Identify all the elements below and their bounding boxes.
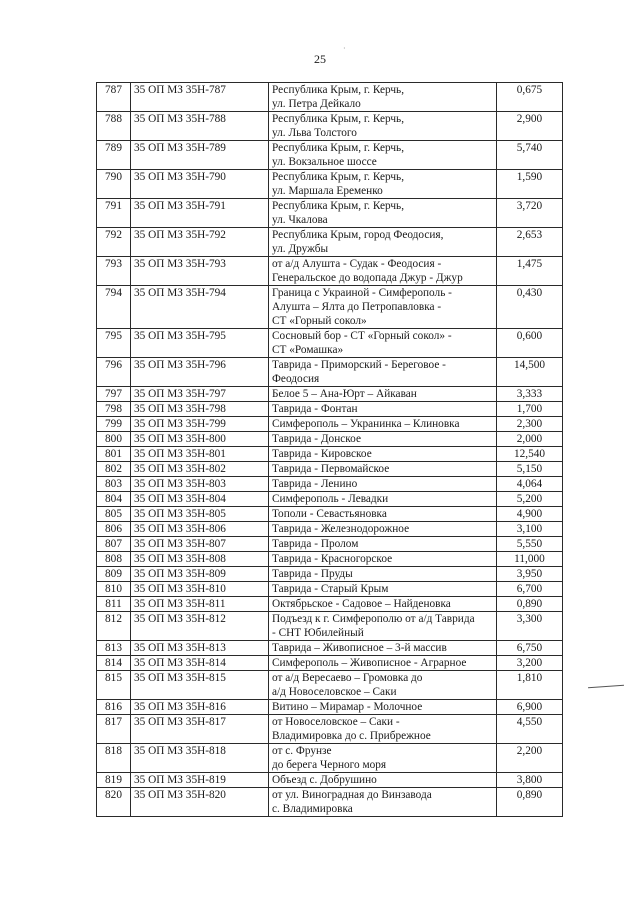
row-number: 804 bbox=[97, 492, 131, 507]
row-number: 809 bbox=[97, 567, 131, 582]
road-name bbox=[269, 462, 497, 477]
road-name bbox=[269, 477, 497, 492]
row-number: 791 bbox=[97, 199, 131, 228]
road-length: 0,675 bbox=[497, 83, 563, 112]
road-name-line: ул. Вокзальное шоссе bbox=[272, 156, 377, 168]
table-row bbox=[97, 170, 563, 199]
row-number: 815 bbox=[97, 671, 131, 700]
table-row bbox=[97, 788, 563, 817]
table-row bbox=[97, 228, 563, 257]
row-number: 802 bbox=[97, 462, 131, 477]
road-length: 12,540 bbox=[497, 447, 563, 462]
road-name-line: от Новоселовское – Саки - bbox=[272, 716, 400, 728]
road-name-line: Таврида - Пролом bbox=[272, 538, 359, 550]
road-length: 1,700 bbox=[497, 402, 563, 417]
road-name bbox=[269, 170, 497, 199]
road-name-line: Тополи - Севастьяновка bbox=[272, 508, 387, 520]
road-name bbox=[269, 656, 497, 671]
road-name-line: Таврида - Первомайское bbox=[272, 463, 390, 475]
road-code: 35 ОП МЗ 35Н-809 bbox=[131, 567, 269, 582]
row-number: 811 bbox=[97, 597, 131, 612]
road-length: 11,000 bbox=[497, 552, 563, 567]
roads-table bbox=[96, 82, 563, 817]
table-row bbox=[97, 462, 563, 477]
row-number: 801 bbox=[97, 447, 131, 462]
road-code: 35 ОП МЗ 35Н-806 bbox=[131, 522, 269, 537]
table-row bbox=[97, 656, 563, 671]
road-name-line: ул. Дружбы bbox=[272, 243, 329, 255]
road-name-line: от ул. Виноградная до Винзавода bbox=[272, 789, 432, 801]
table-row bbox=[97, 402, 563, 417]
road-length: 2,200 bbox=[497, 744, 563, 773]
table-row bbox=[97, 432, 563, 447]
road-name-line: Таврида - Красногорское bbox=[272, 553, 393, 565]
road-code: 35 ОП МЗ 35Н-813 bbox=[131, 641, 269, 656]
road-name-line: от с. Фрунзе bbox=[272, 745, 332, 757]
row-number: 789 bbox=[97, 141, 131, 170]
road-code: 35 ОП МЗ 35Н-792 bbox=[131, 228, 269, 257]
road-length: 4,550 bbox=[497, 715, 563, 744]
road-name-line: Таврида - Кировское bbox=[272, 448, 372, 460]
road-name-line: от а/д Алушта - Судак - Феодосия - bbox=[272, 258, 442, 270]
road-name bbox=[269, 671, 497, 700]
table-row bbox=[97, 582, 563, 597]
table-row bbox=[97, 671, 563, 700]
row-number: 810 bbox=[97, 582, 131, 597]
row-number: 812 bbox=[97, 612, 131, 641]
road-code: 35 ОП МЗ 35Н-807 bbox=[131, 537, 269, 552]
road-code: 35 ОП МЗ 35Н-797 bbox=[131, 387, 269, 402]
table-row bbox=[97, 597, 563, 612]
row-number: 794 bbox=[97, 286, 131, 329]
road-code: 35 ОП МЗ 35Н-819 bbox=[131, 773, 269, 788]
row-number: 817 bbox=[97, 715, 131, 744]
road-code: 35 ОП МЗ 35Н-815 bbox=[131, 671, 269, 700]
row-number: 787 bbox=[97, 83, 131, 112]
road-length: 6,750 bbox=[497, 641, 563, 656]
road-name bbox=[269, 112, 497, 141]
road-name-line: Симферополь - Левадки bbox=[272, 493, 389, 505]
road-name-line: Владимировка до с. Прибрежное bbox=[272, 730, 431, 742]
road-code: 35 ОП МЗ 35Н-791 bbox=[131, 199, 269, 228]
table-row bbox=[97, 537, 563, 552]
road-length: 0,890 bbox=[497, 597, 563, 612]
road-name bbox=[269, 773, 497, 788]
road-code: 35 ОП МЗ 35Н-814 bbox=[131, 656, 269, 671]
road-name-line: Таврида – Живописное – 3-й массив bbox=[272, 642, 447, 654]
row-number: 816 bbox=[97, 700, 131, 715]
road-name-line: а/д Новоселовское – Саки bbox=[272, 686, 397, 698]
road-name-line: Республика Крым, г. Керчь, bbox=[272, 200, 405, 212]
road-name-line: Таврида - Донское bbox=[272, 433, 361, 445]
road-name bbox=[269, 432, 497, 447]
table-row bbox=[97, 744, 563, 773]
road-name-line: Белое 5 – Ана-Юрт – Айкаван bbox=[272, 388, 417, 400]
road-name-line: от а/д Вересаево – Громовка до bbox=[272, 672, 423, 684]
table-row bbox=[97, 141, 563, 170]
table-row bbox=[97, 358, 563, 387]
road-code: 35 ОП МЗ 35Н-802 bbox=[131, 462, 269, 477]
road-length: 2,653 bbox=[497, 228, 563, 257]
row-number: 807 bbox=[97, 537, 131, 552]
road-name-line: Таврида - Ленино bbox=[272, 478, 358, 490]
row-number: 798 bbox=[97, 402, 131, 417]
road-length: 1,475 bbox=[497, 257, 563, 286]
road-name bbox=[269, 744, 497, 773]
road-length: 2,300 bbox=[497, 417, 563, 432]
road-name-line: Республика Крым, г. Керчь, bbox=[272, 142, 405, 154]
road-length: 5,150 bbox=[497, 462, 563, 477]
table-row bbox=[97, 612, 563, 641]
road-name-line: Симферополь – Живописное - Аграрное bbox=[272, 657, 467, 669]
road-length: 3,333 bbox=[497, 387, 563, 402]
table-row bbox=[97, 773, 563, 788]
table-row bbox=[97, 257, 563, 286]
row-number: 803 bbox=[97, 477, 131, 492]
road-name bbox=[269, 641, 497, 656]
row-number: 799 bbox=[97, 417, 131, 432]
row-number: 800 bbox=[97, 432, 131, 447]
road-name-line: Таврида - Фонтан bbox=[272, 403, 358, 415]
road-name bbox=[269, 358, 497, 387]
road-code: 35 ОП МЗ 35Н-793 bbox=[131, 257, 269, 286]
road-length: 5,550 bbox=[497, 537, 563, 552]
road-length: 1,590 bbox=[497, 170, 563, 199]
road-name bbox=[269, 612, 497, 641]
road-length: 4,900 bbox=[497, 507, 563, 522]
road-name-line: Генеральское до водопада Джур - Джур bbox=[272, 272, 463, 284]
table-row bbox=[97, 715, 563, 744]
road-name-line: до берега Черного моря bbox=[272, 759, 387, 771]
road-code: 35 ОП МЗ 35Н-799 bbox=[131, 417, 269, 432]
table-row bbox=[97, 552, 563, 567]
road-code: 35 ОП МЗ 35Н-798 bbox=[131, 402, 269, 417]
row-number: 795 bbox=[97, 329, 131, 358]
road-name-line: Подъезд к г. Симферополю от а/д Таврида bbox=[272, 613, 475, 625]
road-name bbox=[269, 522, 497, 537]
road-name bbox=[269, 83, 497, 112]
table-row bbox=[97, 492, 563, 507]
row-number: 790 bbox=[97, 170, 131, 199]
row-number: 808 bbox=[97, 552, 131, 567]
road-name-line: Республика Крым, г. Керчь, bbox=[272, 113, 405, 125]
row-number: 788 bbox=[97, 112, 131, 141]
road-name bbox=[269, 402, 497, 417]
road-name-line: СТ «Ромашка» bbox=[272, 344, 344, 356]
row-number: 796 bbox=[97, 358, 131, 387]
road-name bbox=[269, 715, 497, 744]
row-number: 814 bbox=[97, 656, 131, 671]
row-number: 813 bbox=[97, 641, 131, 656]
road-name bbox=[269, 700, 497, 715]
road-name-line: Таврида - Железнодорожное bbox=[272, 523, 410, 535]
road-name bbox=[269, 788, 497, 817]
row-number: 819 bbox=[97, 773, 131, 788]
table-row bbox=[97, 447, 563, 462]
road-code: 35 ОП МЗ 35Н-812 bbox=[131, 612, 269, 641]
table-row bbox=[97, 417, 563, 432]
table-row bbox=[97, 387, 563, 402]
road-length: 6,900 bbox=[497, 700, 563, 715]
road-length: 1,810 bbox=[497, 671, 563, 700]
road-length: 2,000 bbox=[497, 432, 563, 447]
road-name-line: Октябрьское - Садовое – Найденовка bbox=[272, 598, 451, 610]
road-code: 35 ОП МЗ 35Н-803 bbox=[131, 477, 269, 492]
road-code: 35 ОП МЗ 35Н-800 bbox=[131, 432, 269, 447]
road-length: 0,890 bbox=[497, 788, 563, 817]
row-number: 820 bbox=[97, 788, 131, 817]
table-row bbox=[97, 329, 563, 358]
road-name-line: Объезд с. Добрушино bbox=[272, 774, 377, 786]
road-name-line: Витино – Мирамар - Молочное bbox=[272, 701, 423, 713]
road-code: 35 ОП МЗ 35Н-788 bbox=[131, 112, 269, 141]
table-row bbox=[97, 477, 563, 492]
road-name bbox=[269, 582, 497, 597]
road-name-line: Таврида - Старый Крым bbox=[272, 583, 389, 595]
road-name-line: Симферополь – Укранинка – Клиновка bbox=[272, 418, 460, 430]
row-number: 792 bbox=[97, 228, 131, 257]
road-length: 3,950 bbox=[497, 567, 563, 582]
road-name bbox=[269, 286, 497, 329]
road-name bbox=[269, 387, 497, 402]
road-length: 4,064 bbox=[497, 477, 563, 492]
road-code: 35 ОП МЗ 35Н-810 bbox=[131, 582, 269, 597]
road-code: 35 ОП МЗ 35Н-796 bbox=[131, 358, 269, 387]
table-row bbox=[97, 112, 563, 141]
scan-artifact: · bbox=[343, 44, 346, 53]
road-name bbox=[269, 597, 497, 612]
margin-pen-mark bbox=[588, 685, 624, 689]
road-name bbox=[269, 567, 497, 582]
road-length: 5,200 bbox=[497, 492, 563, 507]
table-row bbox=[97, 83, 563, 112]
road-name-line: Алушта – Ялта до Петропавловка - bbox=[272, 301, 442, 313]
row-number: 793 bbox=[97, 257, 131, 286]
road-length: 2,900 bbox=[497, 112, 563, 141]
table-row bbox=[97, 199, 563, 228]
road-code: 35 ОП МЗ 35Н-804 bbox=[131, 492, 269, 507]
table-row bbox=[97, 286, 563, 329]
road-code: 35 ОП МЗ 35Н-817 bbox=[131, 715, 269, 744]
row-number: 806 bbox=[97, 522, 131, 537]
road-name-line: Феодосия bbox=[272, 373, 320, 385]
road-name bbox=[269, 507, 497, 522]
road-length: 0,600 bbox=[497, 329, 563, 358]
road-length: 0,430 bbox=[497, 286, 563, 329]
road-name-line: СТ «Горный сокол» bbox=[272, 315, 367, 327]
table-row bbox=[97, 522, 563, 537]
road-length: 5,740 bbox=[497, 141, 563, 170]
table-row bbox=[97, 567, 563, 582]
road-code: 35 ОП МЗ 35Н-808 bbox=[131, 552, 269, 567]
row-number: 805 bbox=[97, 507, 131, 522]
table-row bbox=[97, 507, 563, 522]
road-name-line: Таврида - Приморский - Береговое - bbox=[272, 359, 446, 371]
road-name-line: ул. Льва Толстого bbox=[272, 127, 357, 139]
road-name-line: - СНТ Юбилейный bbox=[272, 627, 364, 639]
road-code: 35 ОП МЗ 35Н-816 bbox=[131, 700, 269, 715]
road-name-line: Республика Крым, город Феодосия, bbox=[272, 229, 444, 241]
road-code: 35 ОП МЗ 35Н-805 bbox=[131, 507, 269, 522]
road-name-line: Граница с Украиной - Симферополь - bbox=[272, 287, 452, 299]
road-code: 35 ОП МЗ 35Н-820 bbox=[131, 788, 269, 817]
road-name bbox=[269, 537, 497, 552]
road-name-line: Сосновый бор - СТ «Горный сокол» - bbox=[272, 330, 452, 342]
road-length: 3,100 bbox=[497, 522, 563, 537]
road-code: 35 ОП МЗ 35Н-801 bbox=[131, 447, 269, 462]
road-name-line: Таврида - Пруды bbox=[272, 568, 353, 580]
road-name bbox=[269, 228, 497, 257]
row-number: 818 bbox=[97, 744, 131, 773]
road-name-line: ул. Маршала Еременко bbox=[272, 185, 383, 197]
road-name-line: с. Владимировка bbox=[272, 803, 353, 815]
road-code: 35 ОП МЗ 35Н-795 bbox=[131, 329, 269, 358]
road-code: 35 ОП МЗ 35Н-790 bbox=[131, 170, 269, 199]
road-name-line: ул. Чкалова bbox=[272, 214, 328, 226]
road-length: 3,800 bbox=[497, 773, 563, 788]
road-name bbox=[269, 257, 497, 286]
road-length: 3,720 bbox=[497, 199, 563, 228]
road-length: 3,300 bbox=[497, 612, 563, 641]
road-name bbox=[269, 417, 497, 432]
road-name bbox=[269, 552, 497, 567]
road-name bbox=[269, 329, 497, 358]
road-name bbox=[269, 199, 497, 228]
row-number: 797 bbox=[97, 387, 131, 402]
road-length: 3,200 bbox=[497, 656, 563, 671]
road-code: 35 ОП МЗ 35Н-818 bbox=[131, 744, 269, 773]
page-number: 25 bbox=[314, 52, 326, 66]
road-name bbox=[269, 447, 497, 462]
road-code: 35 ОП МЗ 35Н-811 bbox=[131, 597, 269, 612]
road-length: 14,500 bbox=[497, 358, 563, 387]
road-name bbox=[269, 141, 497, 170]
road-code: 35 ОП МЗ 35Н-789 bbox=[131, 141, 269, 170]
road-name-line: ул. Петра Дейкало bbox=[272, 98, 361, 110]
table-row bbox=[97, 641, 563, 656]
road-code: 35 ОП МЗ 35Н-794 bbox=[131, 286, 269, 329]
road-name bbox=[269, 492, 497, 507]
road-name-line: Республика Крым, г. Керчь, bbox=[272, 84, 405, 96]
road-name-line: Республика Крым, г. Керчь, bbox=[272, 171, 405, 183]
road-code: 35 ОП МЗ 35Н-787 bbox=[131, 83, 269, 112]
roads-table-body bbox=[97, 83, 563, 817]
table-row bbox=[97, 700, 563, 715]
road-length: 6,700 bbox=[497, 582, 563, 597]
